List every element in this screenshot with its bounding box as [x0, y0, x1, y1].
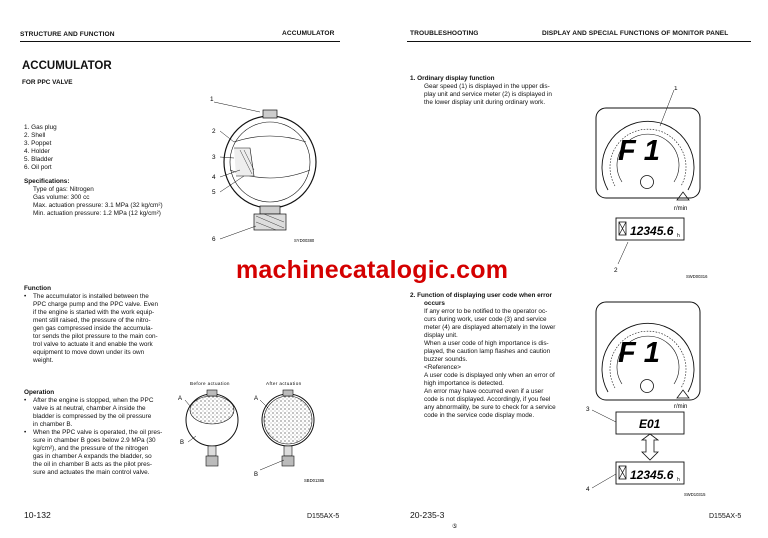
part-item: 2. Shell [24, 132, 46, 139]
right-header-rule [407, 41, 751, 42]
callout-4-service-meter: 4 [586, 486, 590, 493]
section-2-line: buzzer sounds. [424, 356, 468, 363]
label-after-actuation: After actuation [266, 381, 302, 386]
callout-3: 3 [212, 154, 216, 161]
section-2-title: 2. Function of displaying user code when error [410, 292, 553, 299]
operation-diagram-code: SBD01385 [304, 478, 325, 483]
right-header-section: TROUBLESHOOTING [410, 30, 479, 37]
operation-diagram [176, 380, 336, 500]
left-page-number: 10-132 [24, 510, 51, 520]
part-item: 5. Bladder [24, 156, 54, 163]
section-1 [410, 75, 552, 107]
revision-mark: ⑤ [452, 524, 458, 530]
callout-4: 4 [212, 174, 216, 181]
left-header-topic: ACCUMULATOR [282, 30, 335, 37]
callout-1-gear-speed: 1 [674, 86, 678, 92]
section-2-line: When a user code of high importance is dis- [424, 340, 549, 347]
function-section [24, 285, 158, 365]
section-2-line: code in the service code display mode. [424, 412, 535, 419]
accumulator-diagram [200, 90, 330, 250]
chamber-b-label: B [254, 472, 259, 478]
section-2-line: curs during work, user code (3) and service [424, 316, 547, 323]
callout-5: 5 [212, 189, 216, 196]
callout-1: 1 [210, 96, 214, 103]
parts-list [24, 124, 57, 172]
section-2-line: meter (4) are displayed alternately in the lower [424, 324, 556, 331]
rpm-label: r/min [674, 206, 688, 212]
part-item: 6. Oil port [24, 164, 52, 171]
part-item: 1. Gas plug [24, 124, 57, 131]
operation-bullet: • After the engine is stopped, when the PPC valve is at neutral, chamber A inside the bladder is compressed by the oil pressure in chamber B. [24, 397, 162, 429]
section-1-title: 1. Ordinary display function [410, 75, 495, 82]
rpm-label-2: r/min [674, 404, 688, 410]
specifications [24, 178, 163, 218]
section-1-line: the lower display unit during ordinary work. [424, 99, 546, 106]
section-2-line: any abnormality, be sure to check for a service [424, 404, 556, 411]
section-2-line: A user code is displayed only when an error of [424, 372, 555, 379]
page-subtitle: FOR PPC VALVE [22, 79, 73, 86]
right-page-number: 20-235-3 [410, 510, 445, 520]
user-code-display: E01 [639, 417, 661, 431]
service-meter-display-2: 12345.6 [630, 468, 674, 482]
spec-item: Type of gas: Nitrogen [33, 186, 94, 193]
right-model: D155AX-5 [709, 513, 742, 520]
chamber-a-label: A [178, 396, 183, 402]
fig1-code: SWD00316 [686, 274, 708, 279]
meter-unit: h [677, 233, 680, 239]
section-2-line: played, the caution lamp flashes and caution [424, 348, 551, 355]
operation-bullet: • When the PPC valve is operated, the oil pres- sure in chamber B goes below 2.9 MPa (30 kg/cm²), and the pressure of the nitrogen gas in chamber A expands the bladder, so the oil in chamber B acts as the pilot pres- sure and actuates the main control valve. [24, 429, 162, 477]
function-heading: Function [24, 285, 51, 292]
section-1-line: Gear speed (1) is displayed in the upper dis- [424, 83, 550, 90]
service-meter-display: 12345.6 [630, 224, 674, 238]
right-header-topic: DISPLAY AND SPECIAL FUNCTIONS OF MONITOR PANEL [542, 30, 729, 37]
specs-heading: Specifications: [24, 178, 70, 185]
page-title: ACCUMULATOR [22, 60, 112, 72]
part-item: 3. Poppet [24, 140, 52, 147]
left-header-rule [20, 41, 340, 42]
callout-2: 2 [212, 128, 216, 135]
section-2-title-cont: occurs [424, 300, 445, 307]
function-bullet: • The accumulator is installed between the PPC charge pump and the PPC valve. Even if the engine is started with the work equip- ment still raised, the pressure of the nitro- gen gas compressed inside the accumula- tor sends the pilot pressure to the main con- trol valve to actuate it and enable the work equipment to move down under its own weight. [24, 293, 158, 365]
section-2-line: If any error to be notified to the operator oc- [424, 308, 548, 315]
part-item: 4. Holder [24, 148, 50, 155]
section-2-line: code is not displayed. Accordingly, if you feel [424, 396, 551, 403]
monitor-panel-figure-1 [588, 86, 712, 282]
monitor-panel-figure-2 [584, 300, 712, 512]
chamber-b-label: B [180, 440, 185, 446]
callout-2-service-meter: 2 [614, 267, 618, 274]
spec-item: Max. actuation pressure: 3.1 MPa (32 kg/cm²) [33, 202, 163, 209]
meter-unit-2: h [677, 477, 680, 483]
left-model: D155AX-5 [307, 513, 340, 520]
spec-item: Gas volume: 300 cc [33, 194, 90, 201]
section-2-reference: <Reference> [424, 364, 461, 371]
operation-heading: Operation [24, 389, 55, 396]
section-2-line: display unit. [424, 332, 458, 339]
spec-item: Min. actuation pressure: 1.2 MPa (12 kg/cm²) [33, 210, 161, 217]
alternate-arrow-icon [642, 434, 658, 460]
diagram-code: SYD00380 [294, 238, 315, 243]
section-2 [410, 292, 556, 420]
fig2-code: SWD10315 [684, 492, 706, 497]
section-1-line: play unit and service meter (2) is displayed in [424, 91, 552, 98]
left-header-section: STRUCTURE AND FUNCTION [20, 31, 115, 38]
operation-section [24, 389, 162, 477]
callout-3-user-code: 3 [586, 406, 590, 413]
gear-speed-display-2: F 1 [618, 337, 660, 369]
section-2-line: high importance is detected. [424, 380, 504, 387]
watermark: machinecatalogic.com [236, 256, 509, 284]
callout-6: 6 [212, 236, 216, 243]
label-before-actuation: Before actuation [190, 381, 230, 386]
section-2-line: An error may have occurred even if a user [424, 388, 544, 395]
gear-speed-display: F 1 [618, 135, 660, 167]
chamber-a-label: A [254, 396, 259, 402]
